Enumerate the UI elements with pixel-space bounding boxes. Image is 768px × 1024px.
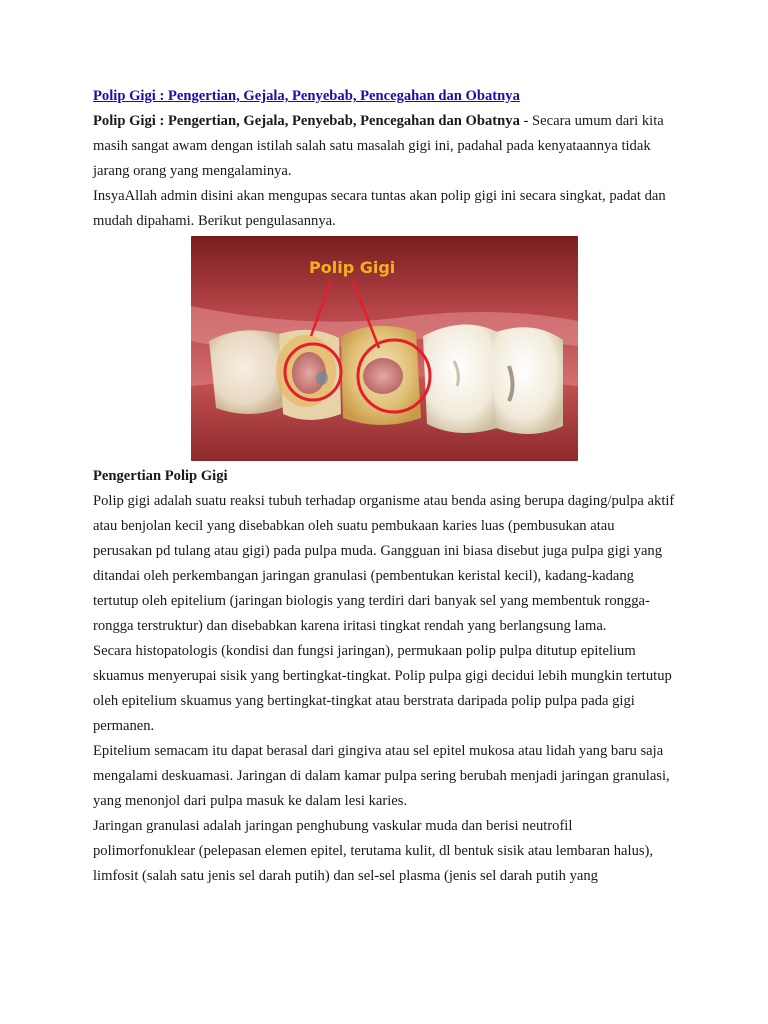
paragraph-1: Polip gigi adalah suatu reaksi tubuh terhadap organisme atau benda asing berupa daging/pulpa aktif atau benjolan kecil yang disebabkan oleh suatu pembukaan karies luas (pembusukan atau perusakan pd tulang atau gigi) pada pulpa muda. Gangguan ini biasa disebut juga pulpa gigi yang ditandai oleh perkembangan jaringan granulasi (pembentukan keristal kecil), kadang-kadang tertutup oleh epitelium (jaringan biologis yang terdiri dari banyak sel yang membentuk rongga-rongga terstruktur) dan disebabkan karena iritasi tingkat rendah yang berlangsung lama. — [93, 493, 675, 634]
section-heading: Pengertian Polip Gigi — [93, 468, 228, 484]
paragraph-3: Epitelium semacam itu dapat berasal dari gingiva atau sel epitel mukosa atau lidah yang baru saja mengalami deskuamasi. Jaringan di dalam kamar pulpa sering berubah menjadi jaringan granulasi, yang menonjol dari pulpa masuk ke dalam lesi karies. — [93, 743, 670, 809]
intro-paragraph — [93, 109, 676, 184]
intro-paragraph-2: InsyaAllah admin disini akan mengupas secara tuntas akan polip gigi ini secara singkat, padat dan mudah dipahami. Berikut pengulasannya. — [93, 188, 666, 229]
intro-bold-title: Polip Gigi : Pengertian, Gejala, Penyebab, Pencegahan dan Obatnya — [93, 113, 520, 129]
paragraph-2: Secara histopatologis (kondisi dan fungsi jaringan), permukaan polip pulpa ditutup epitelium skuamus menyerupai sisik yang bertingkat-tingkat. Polip pulpa gigi decidui lebih mungkin tertutup oleh epitelium skuamus yang bertingkat-tingkat atau berstrata daripada polip pulpa pada gigi permanen. — [93, 643, 672, 734]
tooth-polyp-illustration — [191, 236, 578, 461]
article-title-link[interactable]: Polip Gigi : Pengertian, Gejala, Penyebab, Pencegahan dan Obatnya — [93, 88, 520, 104]
figure-label: Polip Gigi — [309, 258, 396, 277]
intro-text: - Secara umum dari kita masih sangat awam dengan istilah salah satu masalah gigi ini, padahal pada kenyataannya tidak jarang orang yang mengalaminya. — [93, 113, 664, 179]
tooth-polyp-photo — [191, 236, 578, 461]
paragraph-4: Jaringan granulasi adalah jaringan penghubung vaskular muda dan berisi neutrofil polimorfonuklear (pelepasan elemen epitel, terutama kulit, dl bentuk sisik atau lembaran halus), limfosit (salah satu jenis sel darah putih) dan sel-sel plasma (jenis sel darah putih yang — [93, 818, 654, 884]
